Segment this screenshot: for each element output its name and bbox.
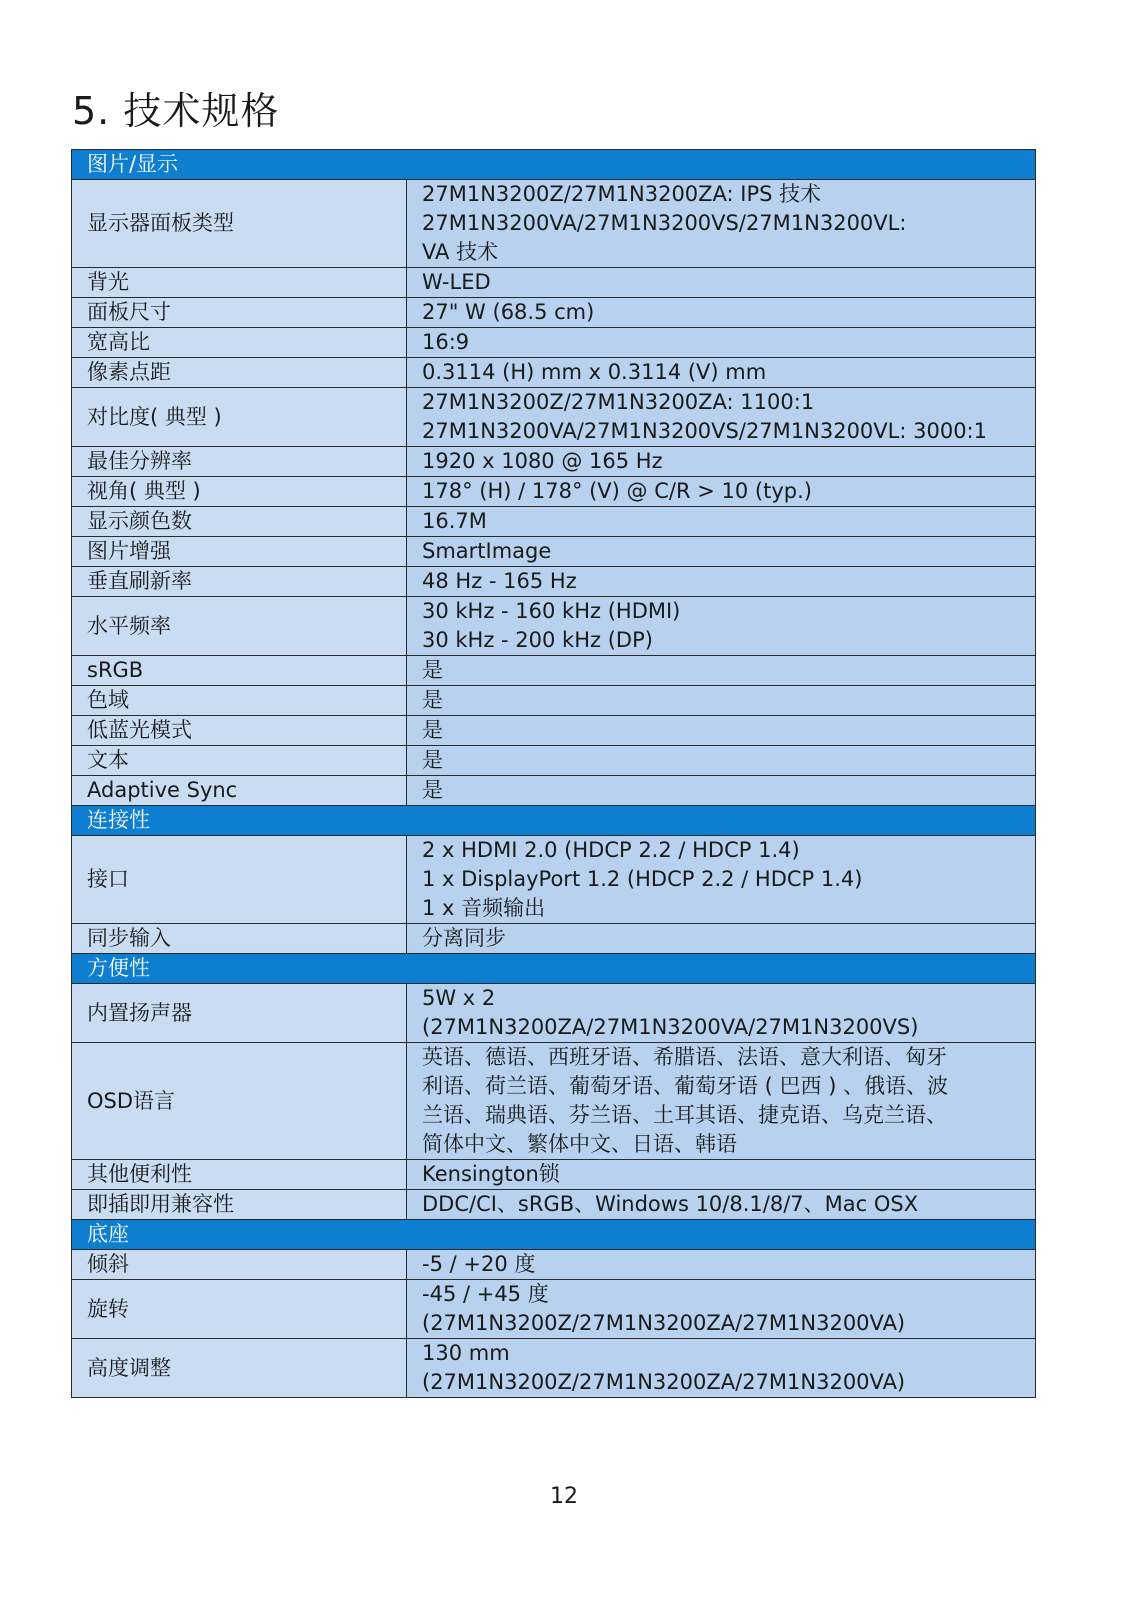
table-row xyxy=(72,1160,1036,1190)
table-row xyxy=(72,1280,1036,1339)
spec-value xyxy=(407,746,1036,776)
spec-value xyxy=(407,447,1036,477)
spec-value xyxy=(407,507,1036,537)
section-header-row xyxy=(72,806,1036,836)
spec-value xyxy=(407,836,1036,924)
spec-value-line: 16:9 xyxy=(422,330,470,354)
spec-value-line: 48 Hz - 165 Hz xyxy=(422,569,577,593)
spec-value-line: 30 kHz - 200 kHz (DP) xyxy=(422,628,653,652)
spec-label: 面板尺寸 xyxy=(72,298,407,328)
table-row xyxy=(72,328,1036,358)
table-row xyxy=(72,656,1036,686)
spec-label: 显示器面板类型 xyxy=(72,180,407,268)
spec-value-line: 是 xyxy=(422,688,443,712)
table-row xyxy=(72,537,1036,567)
spec-value-line: Kensington锁 xyxy=(422,1162,560,1186)
spec-value-line: -45 / +45 度 xyxy=(422,1282,549,1306)
spec-label: 对比度( 典型 ) xyxy=(72,388,407,447)
spec-label: 低蓝光模式 xyxy=(72,716,407,746)
spec-value-line: -5 / +20 度 xyxy=(422,1252,536,1276)
spec-value-line: VA 技术 xyxy=(422,240,499,264)
spec-value-line: 27M1N3200VA/27M1N3200VS/27M1N3200VL: 3000:1 xyxy=(422,419,987,443)
spec-value-line: 27" W (68.5 cm) xyxy=(422,300,595,324)
table-row xyxy=(72,298,1036,328)
table-row xyxy=(72,268,1036,298)
spec-label: 显示颜色数 xyxy=(72,507,407,537)
spec-label: 图片增强 xyxy=(72,537,407,567)
spec-value xyxy=(407,328,1036,358)
spec-label: 旋转 xyxy=(72,1280,407,1339)
spec-value xyxy=(407,1339,1036,1398)
spec-label: OSD语言 xyxy=(72,1043,407,1160)
table-row xyxy=(72,180,1036,268)
spec-value xyxy=(407,537,1036,567)
spec-value-line: (27M1N3200Z/27M1N3200ZA/27M1N3200VA) xyxy=(422,1311,906,1335)
spec-value-line: 27M1N3200VA/27M1N3200VS/27M1N3200VL: xyxy=(422,211,907,235)
spec-value xyxy=(407,298,1036,328)
table-row xyxy=(72,1190,1036,1220)
spec-label: 视角( 典型 ) xyxy=(72,477,407,507)
spec-value-line: 1920 x 1080 @ 165 Hz xyxy=(422,449,663,473)
spec-value xyxy=(407,984,1036,1043)
spec-value-line: 是 xyxy=(422,658,443,682)
spec-value xyxy=(407,1190,1036,1220)
section-header-row xyxy=(72,150,1036,180)
table-row xyxy=(72,776,1036,806)
table-row xyxy=(72,686,1036,716)
spec-value-line: 1 x DisplayPort 1.2 (HDCP 2.2 / HDCP 1.4) xyxy=(422,867,863,891)
spec-value-line: 178° (H) / 178° (V) @ C/R > 10 (typ.) xyxy=(422,479,812,503)
spec-label: 接口 xyxy=(72,836,407,924)
section-heading: 底座 xyxy=(72,1220,1036,1250)
spec-value-line: 130 mm xyxy=(422,1341,510,1365)
spec-label: 其他便利性 xyxy=(72,1160,407,1190)
table-row xyxy=(72,567,1036,597)
spec-label: 倾斜 xyxy=(72,1250,407,1280)
spec-value-line: 16.7M xyxy=(422,509,487,533)
spec-value-line: W-LED xyxy=(422,270,491,294)
spec-value-line: (27M1N3200Z/27M1N3200ZA/27M1N3200VA) xyxy=(422,1370,906,1394)
spec-value-line: 利语、荷兰语、葡萄牙语、葡萄牙语 ( 巴西 ) 、俄语、波 xyxy=(422,1074,949,1098)
table-row xyxy=(72,1043,1036,1160)
page-title: 5. 技术规格 xyxy=(72,89,280,133)
spec-value xyxy=(407,477,1036,507)
spec-table-body xyxy=(72,150,1036,1398)
spec-label: Adaptive Sync xyxy=(72,776,407,806)
spec-value-line: 0.3114 (H) mm x 0.3114 (V) mm xyxy=(422,360,767,384)
table-row xyxy=(72,507,1036,537)
spec-value-line: 是 xyxy=(422,778,443,802)
spec-table xyxy=(71,149,1036,1398)
spec-value-line: (27M1N3200ZA/27M1N3200VA/27M1N3200VS) xyxy=(422,1015,919,1039)
section-heading: 图片/显示 xyxy=(72,150,1036,180)
spec-label: 垂直刷新率 xyxy=(72,567,407,597)
section-heading: 方便性 xyxy=(72,954,1036,984)
spec-value xyxy=(407,716,1036,746)
spec-value-line: 30 kHz - 160 kHz (HDMI) xyxy=(422,599,681,623)
spec-value-line: 英语、德语、西班牙语、希腊语、法语、意大利语、匈牙 xyxy=(422,1045,947,1069)
spec-value xyxy=(407,180,1036,268)
spec-value xyxy=(407,656,1036,686)
spec-label: 同步输入 xyxy=(72,924,407,954)
spec-value xyxy=(407,358,1036,388)
spec-label: 宽高比 xyxy=(72,328,407,358)
spec-label: 水平频率 xyxy=(72,597,407,656)
spec-value-line: 兰语、瑞典语、芬兰语、土耳其语、捷克语、乌克兰语、 xyxy=(422,1103,947,1127)
spec-label: 即插即用兼容性 xyxy=(72,1190,407,1220)
spec-label: 最佳分辨率 xyxy=(72,447,407,477)
spec-value-line: 27M1N3200Z/27M1N3200ZA: IPS 技术 xyxy=(422,182,822,206)
spec-label: 背光 xyxy=(72,268,407,298)
spec-value xyxy=(407,1160,1036,1190)
spec-value-line: DDC/CI、sRGB、Windows 10/8.1/8/7、Mac OSX xyxy=(422,1192,919,1216)
spec-value xyxy=(407,1043,1036,1160)
table-row xyxy=(72,746,1036,776)
spec-value xyxy=(407,686,1036,716)
spec-value xyxy=(407,924,1036,954)
table-row xyxy=(72,447,1036,477)
section-header-row xyxy=(72,1220,1036,1250)
table-row xyxy=(72,984,1036,1043)
spec-value xyxy=(407,388,1036,447)
table-row xyxy=(72,1339,1036,1398)
table-row xyxy=(72,597,1036,656)
spec-value xyxy=(407,1280,1036,1339)
spec-value-line: 1 x 音频输出 xyxy=(422,896,546,920)
spec-label: 像素点距 xyxy=(72,358,407,388)
section-header-row xyxy=(72,954,1036,984)
spec-value-line: 2 x HDMI 2.0 (HDCP 2.2 / HDCP 1.4) xyxy=(422,838,800,862)
spec-value xyxy=(407,776,1036,806)
section-heading: 连接性 xyxy=(72,806,1036,836)
table-row xyxy=(72,358,1036,388)
spec-value-line: 是 xyxy=(422,748,443,772)
table-row xyxy=(72,716,1036,746)
table-row xyxy=(72,1250,1036,1280)
spec-label: 高度调整 xyxy=(72,1339,407,1398)
spec-value-line: 5W x 2 xyxy=(422,986,496,1010)
table-row xyxy=(72,477,1036,507)
page-number: 12 xyxy=(550,1484,578,1509)
spec-value xyxy=(407,567,1036,597)
table-row xyxy=(72,924,1036,954)
spec-value xyxy=(407,1250,1036,1280)
spec-value xyxy=(407,268,1036,298)
spec-value-line: 是 xyxy=(422,718,443,742)
table-row xyxy=(72,836,1036,924)
spec-value-line: SmartImage xyxy=(422,539,552,563)
spec-label: 色域 xyxy=(72,686,407,716)
spec-value-line: 27M1N3200Z/27M1N3200ZA: 1100:1 xyxy=(422,390,815,414)
spec-label: sRGB xyxy=(72,656,407,686)
spec-label: 文本 xyxy=(72,746,407,776)
spec-value-line: 简体中文、繁体中文、日语、韩语 xyxy=(422,1132,737,1156)
spec-value-line: 分离同步 xyxy=(422,926,506,950)
spec-label: 内置扬声器 xyxy=(72,984,407,1043)
table-row xyxy=(72,388,1036,447)
spec-value xyxy=(407,597,1036,656)
